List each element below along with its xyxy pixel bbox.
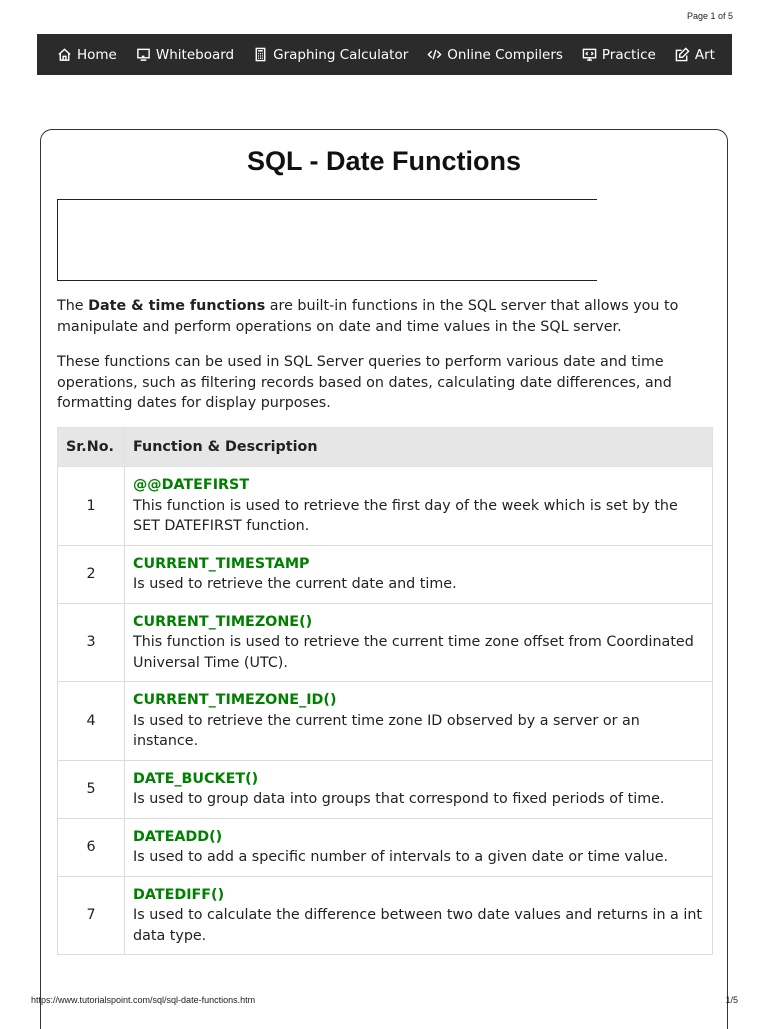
- row-number: 5: [58, 760, 125, 818]
- page-title: SQL - Date Functions: [246, 146, 522, 176]
- nav-graphing-calculator-label: Graphing Calculator: [273, 46, 409, 63]
- intro-bold: Date & time functions: [88, 298, 266, 314]
- function-name: CURRENT_TIMESTAMP: [133, 555, 310, 572]
- intro-prefix: The: [57, 298, 89, 314]
- function-description: Is used to retrieve the current time zone ID observed by a server or an instance.: [133, 712, 640, 749]
- row-number: 7: [58, 876, 125, 955]
- nav-practice[interactable]: [563, 47, 656, 63]
- function-name: DATE_BUCKET(): [133, 770, 259, 787]
- table-row: [58, 603, 713, 682]
- nav-home[interactable]: [37, 47, 117, 63]
- function-name: DATEADD(): [133, 828, 223, 845]
- row-number: 3: [58, 603, 125, 682]
- nav-home-label: Home: [77, 46, 117, 63]
- function-cell: [125, 760, 713, 818]
- whiteboard-icon: [136, 47, 151, 62]
- function-description: This function is used to retrieve the current time zone offset from Coordinated Universal Time (UTC).: [133, 634, 694, 671]
- function-description: Is used to group data into groups that correspond to fixed periods of time.: [133, 791, 665, 807]
- intro-suffix: are built-in functions in the SQL server that allows you to manipulate and perform operations on date and time values in the SQL server.: [57, 298, 679, 335]
- table-row: [58, 760, 713, 818]
- nav-articles-label: Art: [694, 46, 715, 63]
- intro-paragraph: [57, 296, 717, 337]
- table-row: [58, 545, 713, 603]
- table-row: [58, 876, 713, 955]
- row-number: 1: [58, 467, 125, 546]
- function-description: Is used to calculate the difference between two date values and returns in a int data type.: [133, 907, 703, 944]
- footer-url[interactable]: https://www.tutorialspoint.com/sql/sql-date-functions.htm: [31, 995, 256, 1005]
- table-row: [58, 818, 713, 876]
- table-row: [58, 682, 713, 761]
- function-cell: [125, 467, 713, 546]
- table-row: [58, 467, 713, 546]
- function-description: Is used to add a specific number of intervals to a given date or time value.: [133, 849, 669, 865]
- code-icon: [427, 47, 442, 62]
- calculator-icon: [253, 47, 268, 62]
- nav-graphing-calculator[interactable]: [234, 47, 408, 63]
- function-name: CURRENT_TIMEZONE(): [133, 613, 313, 630]
- nav-articles[interactable]: [656, 47, 715, 63]
- header-srno: Sr.No.: [58, 428, 125, 467]
- function-cell: [125, 876, 713, 955]
- function-name: @@DATEFIRST: [133, 477, 250, 493]
- top-navbar: [37, 34, 732, 75]
- function-name: CURRENT_TIMEZONE_ID(): [133, 692, 337, 708]
- function-description: This function is used to retrieve the first day of the week which is set by the SET DATEFIRST function.: [133, 497, 678, 534]
- row-number: 6: [58, 818, 125, 876]
- nav-whiteboard-label: Whiteboard: [155, 46, 235, 63]
- nav-online-compilers-label: Online Compilers: [447, 46, 563, 63]
- function-cell: [125, 545, 713, 603]
- function-description: Is used to retrieve the current date and time.: [133, 576, 457, 592]
- footer-page-number: 1/5: [725, 995, 738, 1005]
- description-paragraph: These functions can be used in SQL Server queries to perform various date and time operations, such as filtering records based on dates, calculating date differences, and formatting dates for display purposes.: [57, 354, 672, 411]
- nav-practice-label: Practice: [601, 46, 656, 63]
- function-cell: [125, 603, 713, 682]
- table-body: [58, 467, 713, 955]
- table-header-row: [58, 428, 713, 467]
- ad-placeholder: [57, 199, 597, 281]
- header-function: Function & Description: [125, 428, 713, 467]
- home-icon: [57, 47, 72, 62]
- function-cell: [125, 818, 713, 876]
- nav-whiteboard[interactable]: [117, 47, 234, 63]
- edit-icon: [675, 47, 690, 62]
- practice-icon: [582, 47, 597, 62]
- nav-online-compilers[interactable]: [408, 47, 563, 63]
- page-indicator: Page 1 of 5: [686, 11, 733, 21]
- row-number: 4: [58, 682, 125, 761]
- functions-table: [57, 427, 713, 955]
- function-name: DATEDIFF(): [133, 886, 225, 903]
- row-number: 2: [58, 545, 125, 603]
- function-cell: [125, 682, 713, 761]
